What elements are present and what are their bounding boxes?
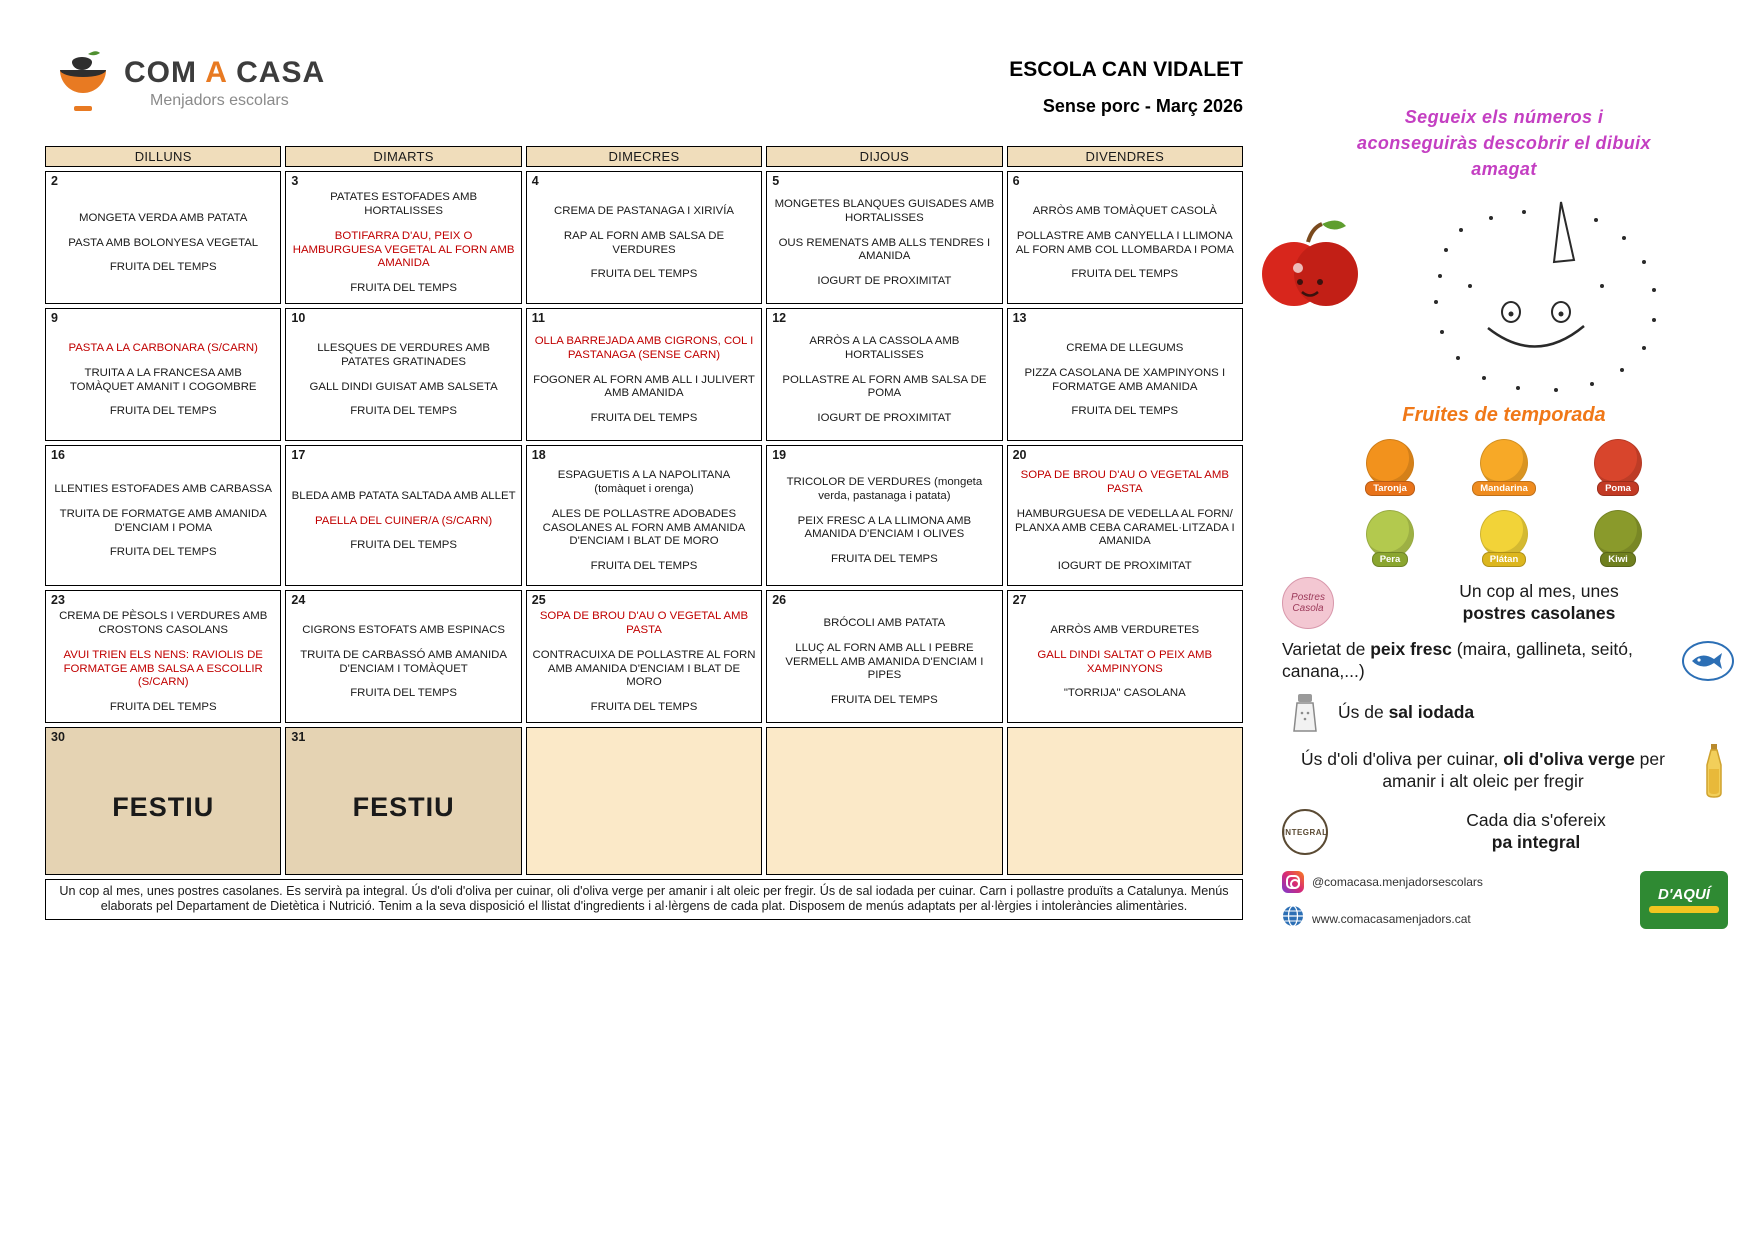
festiu-label: FESTIU [112,791,215,822]
menu-item: CREMA DE PÈSOLS I VERDURES AMB CROSTONS CASOLANS [59,610,268,637]
oli-text: Ús d'oli d'oliva per cuinar, oli d'oliva verge per amanir i alt oleic per fregir [1301,749,1665,792]
day-number: 2 [51,174,58,188]
menu-item: LLESQUES DE VERDURES AMB PATATES GRATINADES [317,342,490,368]
calendar-cell-empty [1007,727,1243,875]
festiu-label: FESTIU [352,791,455,822]
menu-item: OUS REMENATS AMB ALLS TENDRES I AMANIDA [778,236,991,263]
menu-item: FRUITA DEL TEMPS [350,687,457,700]
menu-item: FRUITA DEL TEMPS [109,700,217,713]
globe-icon [1282,905,1304,932]
day-number: 18 [531,448,546,462]
menu-item: FRUITA DEL TEMPS [350,539,457,552]
fruit-icon [1594,439,1642,487]
menu-item: PATATES ESTOFADES AMB HORTALISSES [330,191,478,218]
brand-word-a: A [205,56,227,89]
menu-item: MONGETES BLANQUES GUISADES AMB HORTALISSES [774,198,995,224]
menu-item: FRUITA DEL TEMPS [109,546,217,559]
day-number: 11 [531,311,546,325]
integral-badge: INTEGRAL [1282,809,1328,855]
footer-note: Un cop al mes, unes postres casolanes. Es servirà pa integral. Ús d'oli d'oliva per cuinar, oli d'oliva verge per amanir i alt oleic per fregir. Ús de sal iodada per cuinar. Carn i pollastre produïts a Catalunya. Menús elaborats pel Departament de Dietètica i Nutrició. Tenim a la seva disposició el llistat d'ingredients i al·lèrgens de cada plat. Disposem de menús adaptats per al·lèrgies i intoleràncies alimentàries. [45,879,1243,920]
day-number: 30 [51,730,65,744]
postres-badge [1282,577,1334,629]
day-header: DIMECRES [526,146,762,167]
day-number: 17 [291,448,306,462]
fruit-label: Mandarina [1472,481,1536,496]
menu-item: IOGURT DE PROXIMITAT [817,412,952,425]
oil-bottle-icon [1694,743,1734,799]
menu-item: FRUITA DEL TEMPS [109,261,217,274]
menu-item: FRUITA DEL TEMPS [109,405,217,418]
menu-item: ARRÒS AMB TOMÀQUET CASOLÀ [1032,205,1217,218]
peix-text: Varietat de peix fresc (maira, gallineta, seitó, canana,...) [1282,639,1633,682]
menu-item: FOGONER AL FORN AMB ALL I JULIVERT AMB AMANIDA [533,373,755,400]
calendar-cell-day-17 [285,445,521,586]
calendar-cell-day-16 [45,445,281,586]
menu-item: CREMA DE LLEGUMS [1066,342,1184,355]
note-postres [1282,577,1734,629]
day-number: 3 [291,174,299,188]
day-number: 6 [1012,174,1020,188]
sidebar [1256,104,1752,941]
menu-item: ARRÒS AMB VERDURETES [1050,624,1200,637]
day-number: 12 [772,311,787,325]
fruit-label: Pera [1372,552,1409,567]
menu-item: FRUITA DEL TEMPS [831,553,938,566]
calendar-grid [45,171,1243,875]
postres-badge-text: Casola [1292,603,1324,615]
menu-item: FRUITA DEL TEMPS [590,700,698,713]
postres-text: Un cop al mes, unes postres casolanes [1459,581,1619,624]
seasonal-fruits [1256,439,1752,567]
menu-item: TRUITA A LA FRANCESA AMB TOMÀQUET AMANIT I COGOMBRE [69,366,257,393]
connect-the-dots-puzzle [1256,190,1752,398]
menu-item: AVUI TRIEN ELS NENS: RAVIOLIS DE FORMATGE AMB SALSA A ESCOLLIR (S/CARN) [63,648,263,689]
calendar-cell-day-11 [526,308,762,441]
menu-item: POLLASTRE AMB CANYELLA I LLIMONA AL FORN AMB COL LLOMBARDA I POMA [1015,229,1234,256]
apple-illustration [1262,221,1358,307]
day-number: 13 [1012,311,1027,325]
note-oli [1282,743,1734,799]
menu-item: PIZZA CASOLANA DE XAMPINYONS I FORMATGE AMB AMANIDA [1024,366,1226,393]
calendar-cell-day-27 [1007,590,1243,723]
note-peix [1282,639,1734,683]
calendar-cell-day-31 [285,727,521,875]
instagram-icon [1282,871,1304,893]
menu-item: ALES DE POLLASTRE ADOBADES CASOLANES AL FORN AMB AMANIDA D'ENCIAM I BLAT DE MORO [542,507,746,548]
menu-item: PAELLA DEL CUINER/A (S/CARN) [314,514,493,527]
daqui-logo [1640,871,1728,929]
school-header [45,58,1243,117]
menu-item: TRUITA DE FORMATGE AMB AMANIDA D'ENCIAM I POMA [59,507,267,534]
social-links [1282,871,1752,941]
fruit-icon [1366,439,1414,487]
note-pa [1282,809,1734,855]
fruit-item [1469,510,1539,567]
day-number: 10 [291,311,306,325]
puzzle-line: Segueix els números i [1404,107,1604,127]
calendar-cell-empty [526,727,762,875]
menu-item: CREMA DE PASTANAGA I XIRIVÍA [554,205,734,218]
menu-item: FRUITA DEL TEMPS [831,694,938,707]
day-number: 25 [531,593,546,607]
note-sal [1282,693,1734,733]
day-number: 20 [1012,448,1027,462]
menu-item: SOPA DE BROU D'AU O VEGETAL AMB PASTA [539,610,749,637]
brand-word-com: COM [124,56,197,89]
fruit-item [1583,439,1653,496]
menu-calendar [45,146,1243,875]
fruit-icon [1366,510,1414,558]
daqui-logo-text: D'AQUÍ [1658,886,1710,904]
menu-item: FRUITA DEL TEMPS [590,268,698,281]
fruit-label: Taronja [1365,481,1415,496]
fruit-label: Plátan [1482,552,1527,567]
menu-item: TRUITA DE CARBASSÓ AMB AMANIDA D'ENCIAM I TOMÀQUET [300,648,507,675]
menu-item: TRICOLOR DE VERDURES (mongeta verda, pastanaga i patata) [786,476,983,502]
fruit-icon [1480,439,1528,487]
sal-text: Ús de sal iodada [1338,702,1475,723]
day-number: 9 [51,311,58,325]
fish-icon [1682,641,1734,681]
menu-item: PASTA AMB BOLONYESA VEGETAL [68,236,259,249]
menu-item: MONGETA VERDA AMB PATATA [79,211,248,224]
day-header: DIVENDRES [1007,146,1243,167]
menu-item: POLLASTRE AL FORN AMB SALSA DE POMA [782,373,987,400]
day-header: DIJOUS [766,146,1002,167]
school-name: ESCOLA CAN VIDALET [1009,58,1243,81]
menu-item: OLLA BARREJADA AMB CIGRONS, COL I PASTANAGA (SENSE CARN) [534,335,754,361]
calendar-cell-empty [766,727,1002,875]
day-header: DIMARTS [285,146,521,167]
instagram-handle: @comacasa.menjadorsescolars [1312,875,1483,890]
menu-item: PASTA A LA CARBONARA (S/CARN) [68,342,258,355]
menu-item: FRUITA DEL TEMPS [1071,405,1179,418]
fruit-label: Poma [1597,481,1639,496]
menu-item: PEIX FRESC A LA LLIMONA AMB AMANIDA D'ENCIAM I OLIVES [797,514,972,541]
calendar-cell-day-6 [1007,171,1243,304]
daqui-logo-bar [1649,906,1719,913]
fruit-icon [1594,510,1642,558]
menu-item: FRUITA DEL TEMPS [1071,268,1179,281]
calendar-cell-day-23 [45,590,281,723]
calendar-cell-day-25 [526,590,762,723]
menu-item: FRUITA DEL TEMPS [350,281,457,294]
menu-item: LLENTIES ESTOFADES AMB CARBASSA [54,483,272,496]
menu-item: FRUITA DEL TEMPS [590,412,698,425]
menu-item: BRÓCOLI AMB PATATA [823,617,946,630]
calendar-cell-day-9 [45,308,281,441]
puzzle-dots [1434,210,1656,392]
menu-item: HAMBURGUESA DE VEDELLA AL FORN/ PLANXA AMB CEBA CARAMEL·LITZADA I AMANIDA [1014,507,1235,548]
brand-tagline: Menjadors escolars [150,92,289,109]
calendar-cell-day-13 [1007,308,1243,441]
calendar-cell-day-4 [526,171,762,304]
calendar-cell-day-18 [526,445,762,586]
menu-subtitle: Sense porc - Març 2026 [1042,96,1243,116]
menu-item: CONTRACUIXA DE POLLASTRE AL FORN AMB AMANIDA D'ENCIAM I BLAT DE MORO [532,648,756,689]
fruit-label: Kiwi [1600,552,1636,567]
day-number: 27 [1012,593,1027,607]
menu-item: RAP AL FORN AMB SALSA DE VERDURES [563,229,725,256]
day-number: 16 [51,448,65,462]
menu-item: ESPAGUETIS A LA NAPOLITANA (tomàquet i orenga) [557,469,731,496]
puzzle-instructions [1256,104,1752,182]
fruit-item [1355,510,1425,567]
day-number: 31 [291,730,306,744]
puzzle-line: aconseguiràs descobrir el dibuix [1357,133,1651,154]
day-number: 24 [291,593,306,607]
pa-text: Cada dia s'ofereix pa integral [1466,810,1606,853]
website-url: www.comacasamenjadors.cat [1312,911,1471,926]
menu-item: GALL DINDI GUISAT AMB SALSETA [309,380,498,393]
day-number: 5 [772,174,780,188]
calendar-cell-day-2 [45,171,281,304]
day-number: 4 [531,174,539,188]
day-number: 23 [51,593,65,607]
menu-item: "TORRIJA" CASOLANA [1063,687,1186,700]
brand-word-casa: CASA [236,56,326,89]
puzzle-line: amagat [1471,159,1537,180]
menu-item: ARRÒS A LA CASSOLA AMB HORTALISSES [809,335,960,361]
menu-item: FRUITA DEL TEMPS [590,559,698,572]
postres-badge-text: Postres [1291,592,1325,604]
fruit-item [1469,439,1539,496]
menu-item: IOGURT DE PROXIMITAT [1057,559,1192,572]
dots-figure [1488,202,1584,347]
menu-item: BOTIFARRA D'AU, PEIX O HAMBURGUESA VEGETAL AL FORN AMB AMANIDA [292,229,515,270]
salt-shaker-icon [1282,693,1328,733]
menu-item: GALL DINDI SALTAT O PEIX AMB XAMPINYONS [1037,648,1213,675]
fruits-title: Fruites de temporada [1402,404,1606,427]
day-number: 19 [772,448,787,462]
menu-item: BLEDA AMB PATATA SALTADA AMB ALLET [291,489,516,502]
menu-item: SOPA DE BROU D'AU O VEGETAL AMB PASTA [1020,469,1229,496]
calendar-cell-day-24 [285,590,521,723]
fruit-item [1355,439,1425,496]
menu-item: LLUÇ AL FORN AMB ALL I PEBRE VERMELL AMB AMANIDA D'ENCIAM I PIPES [785,641,984,682]
calendar-cell-day-30 [45,727,281,875]
fruit-icon [1480,510,1528,558]
calendar-cell-day-19 [766,445,1002,586]
calendar-header-row [45,146,1243,167]
menu-item: FRUITA DEL TEMPS [350,405,457,418]
calendar-cell-day-20 [1007,445,1243,586]
day-header: DILLUNS [45,146,281,167]
calendar-cell-day-26 [766,590,1002,723]
menu-item: CIGRONS ESTOFATS AMB ESPINACS [302,624,505,637]
calendar-cell-day-5 [766,171,1002,304]
day-number: 26 [772,593,787,607]
calendar-cell-day-12 [766,308,1002,441]
menu-item: IOGURT DE PROXIMITAT [817,275,952,288]
calendar-cell-day-3 [285,171,521,304]
calendar-cell-day-10 [285,308,521,441]
fruit-item [1583,510,1653,567]
